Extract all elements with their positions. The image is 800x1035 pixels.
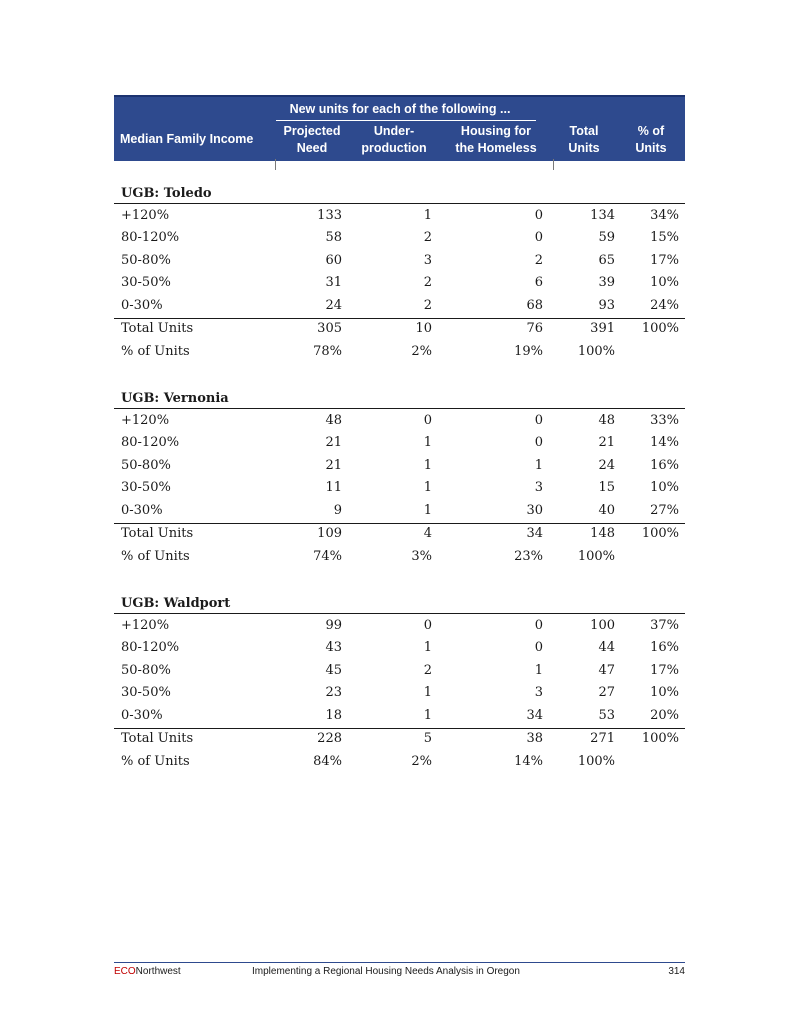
underproduction-cell: 1 [423, 457, 432, 473]
total-units-cell: 47 [598, 662, 615, 678]
homeless-cell: 2 [534, 252, 543, 268]
pct-units-cell: 34% [650, 208, 679, 223]
projected-need-cell: 31 [325, 275, 342, 291]
homeless-cell: 0 [534, 208, 543, 223]
section-rule [114, 203, 685, 204]
homeless-cell: 1 [534, 457, 543, 473]
row-label: 80-120% [121, 230, 180, 246]
total-units-cell: 53 [598, 707, 615, 723]
total-units-cell: 24 [598, 457, 615, 473]
projected-need-cell: 11 [325, 480, 342, 496]
header-col-projected-need: Projected Need [283, 124, 341, 155]
footer-brand-eco: ECO [114, 966, 136, 977]
table-header [114, 95, 685, 161]
homeless-cell: 34 [526, 526, 543, 541]
table-row [114, 435, 685, 457]
total-row [114, 321, 685, 343]
underproduction-cell: 1 [423, 640, 432, 656]
projected-need-cell: 228 [317, 731, 342, 746]
pct-units-cell: 37% [650, 618, 679, 633]
row-label: +120% [121, 618, 170, 633]
homeless-cell: 38 [526, 731, 543, 746]
underproduction-cell: 2 [423, 662, 432, 678]
pct-units-cell: 17% [650, 662, 679, 678]
total-units-cell: 271 [590, 731, 615, 746]
underproduction-cell: 2% [411, 754, 432, 769]
total-units-cell: 15 [598, 480, 615, 496]
homeless-cell: 68 [526, 297, 543, 313]
underproduction-cell: 1 [423, 685, 432, 701]
header-span-underline [276, 120, 536, 121]
row-label: +120% [121, 413, 170, 428]
row-label: 0-30% [121, 297, 163, 313]
homeless-cell: 23% [514, 549, 543, 564]
table-row [114, 708, 685, 730]
total-rule [114, 523, 685, 524]
table-row [114, 230, 685, 252]
underproduction-cell: 10 [415, 321, 432, 336]
projected-need-cell: 18 [325, 707, 342, 723]
underproduction-cell: 3% [411, 549, 432, 564]
total-row [114, 526, 685, 548]
row-label: Total Units [121, 731, 194, 746]
total-units-cell: 100% [577, 344, 615, 359]
table-row [114, 253, 685, 275]
table-row [114, 275, 685, 297]
projected-need-cell: 60 [325, 252, 342, 268]
projected-need-cell: 78% [313, 344, 342, 359]
underproduction-cell: 1 [423, 435, 432, 451]
projected-need-cell: 23 [325, 685, 342, 701]
row-label: 50-80% [121, 457, 171, 473]
projected-need-cell: 133 [317, 208, 342, 223]
homeless-cell: 14% [514, 754, 543, 769]
underproduction-cell: 2 [423, 275, 432, 291]
pct-units-cell: 10% [650, 685, 679, 701]
underproduction-cell: 1 [423, 208, 432, 223]
total-units-cell: 100% [577, 549, 615, 564]
section-title: UGB: Toledo [121, 186, 212, 201]
projected-need-cell: 9 [333, 502, 342, 518]
percent-row [114, 549, 685, 571]
total-row [114, 731, 685, 753]
total-units-cell: 48 [598, 413, 615, 428]
header-col-homeless: Housing for the Homeless [455, 124, 537, 155]
total-rule [114, 728, 685, 729]
row-label: Total Units [121, 321, 194, 336]
table-row [114, 298, 685, 320]
table-row [114, 640, 685, 662]
projected-need-cell: 24 [325, 297, 342, 313]
pct-units-cell: 15% [650, 230, 679, 246]
footer-title: Implementing a Regional Housing Needs Analysis in Oregon [252, 966, 520, 977]
table-row [114, 685, 685, 707]
table-row [114, 503, 685, 525]
projected-need-cell: 21 [325, 435, 342, 451]
underproduction-cell: 2 [423, 230, 432, 246]
section-rule [114, 408, 685, 409]
row-label: 30-50% [121, 480, 171, 496]
header-col-underproduction: Under- production [361, 124, 427, 155]
projected-need-cell: 74% [313, 549, 342, 564]
section-rule [114, 613, 685, 614]
table-row [114, 663, 685, 685]
total-rule [114, 318, 685, 319]
total-units-cell: 100% [577, 754, 615, 769]
row-label: 50-80% [121, 252, 171, 268]
section-title: UGB: Vernonia [121, 391, 229, 406]
projected-need-cell: 58 [325, 230, 342, 246]
pct-units-cell: 10% [650, 275, 679, 291]
total-units-cell: 65 [598, 252, 615, 268]
homeless-cell: 19% [514, 344, 543, 359]
underproduction-cell: 1 [423, 707, 432, 723]
underproduction-cell: 0 [423, 618, 432, 633]
pct-units-cell: 10% [650, 480, 679, 496]
underproduction-cell: 2% [411, 344, 432, 359]
header-divider-left [275, 159, 276, 170]
pct-units-cell: 33% [650, 413, 679, 428]
total-units-cell: 39 [598, 275, 615, 291]
pct-units-cell: 20% [650, 707, 679, 723]
footer-brand [114, 966, 181, 977]
pct-units-cell: 14% [650, 435, 679, 451]
header-divider-right [553, 159, 554, 170]
projected-need-cell: 84% [313, 754, 342, 769]
homeless-cell: 0 [534, 618, 543, 633]
header-col-pct-units: % of Units [635, 124, 667, 155]
total-units-cell: 59 [598, 230, 615, 246]
header-row-label: Median Family Income [120, 132, 254, 146]
pct-units-cell: 27% [650, 502, 679, 518]
underproduction-cell: 2 [423, 297, 432, 313]
homeless-cell: 6 [534, 275, 543, 291]
pct-units-cell: 24% [650, 297, 679, 313]
total-units-cell: 44 [598, 640, 615, 656]
homeless-cell: 3 [534, 685, 543, 701]
table-row [114, 458, 685, 480]
header-col-total-units: Total Units [568, 124, 600, 155]
pct-units-cell: 100% [641, 731, 679, 746]
table-row [114, 618, 685, 640]
row-label: Total Units [121, 526, 194, 541]
row-label: 80-120% [121, 640, 180, 656]
total-units-cell: 93 [598, 297, 615, 313]
homeless-cell: 34 [526, 707, 543, 723]
homeless-cell: 3 [534, 480, 543, 496]
total-units-cell: 27 [598, 685, 615, 701]
row-label: 80-120% [121, 435, 180, 451]
homeless-cell: 30 [526, 502, 543, 518]
underproduction-cell: 0 [423, 413, 432, 428]
row-label: 50-80% [121, 662, 171, 678]
homeless-cell: 1 [534, 662, 543, 678]
table-row [114, 413, 685, 435]
pct-units-cell: 17% [650, 252, 679, 268]
pct-units-cell: 16% [650, 457, 679, 473]
section-title: UGB: Waldport [121, 596, 231, 611]
total-units-cell: 134 [590, 208, 615, 223]
row-label: 30-50% [121, 275, 171, 291]
projected-need-cell: 305 [317, 321, 342, 336]
total-units-cell: 40 [598, 502, 615, 518]
row-label: % of Units [121, 344, 190, 359]
total-units-cell: 391 [590, 321, 615, 336]
row-label: 0-30% [121, 502, 163, 518]
projected-need-cell: 99 [325, 618, 342, 633]
underproduction-cell: 3 [423, 252, 432, 268]
percent-row [114, 344, 685, 366]
row-label: % of Units [121, 549, 190, 564]
underproduction-cell: 4 [423, 526, 432, 541]
row-label: % of Units [121, 754, 190, 769]
projected-need-cell: 45 [325, 662, 342, 678]
footer-page-number: 314 [668, 966, 685, 977]
row-label: 0-30% [121, 707, 163, 723]
homeless-cell: 0 [534, 413, 543, 428]
projected-need-cell: 43 [325, 640, 342, 656]
footer-brand-rest: Northwest [135, 966, 181, 977]
homeless-cell: 76 [526, 321, 543, 336]
pct-units-cell: 100% [641, 526, 679, 541]
underproduction-cell: 1 [423, 502, 432, 518]
row-label: +120% [121, 208, 170, 223]
header-span-title: New units for each of the following ... [289, 102, 511, 116]
projected-need-cell: 48 [325, 413, 342, 428]
pct-units-cell: 100% [641, 321, 679, 336]
underproduction-cell: 5 [423, 731, 432, 746]
row-label: 30-50% [121, 685, 171, 701]
homeless-cell: 0 [534, 640, 543, 656]
total-units-cell: 148 [590, 526, 615, 541]
total-units-cell: 21 [598, 435, 615, 451]
underproduction-cell: 1 [423, 480, 432, 496]
total-units-cell: 100 [590, 618, 615, 633]
projected-need-cell: 109 [317, 526, 342, 541]
percent-row [114, 754, 685, 776]
homeless-cell: 0 [534, 230, 543, 246]
projected-need-cell: 21 [325, 457, 342, 473]
footer-rule [114, 962, 685, 963]
pct-units-cell: 16% [650, 640, 679, 656]
table-row [114, 480, 685, 502]
homeless-cell: 0 [534, 435, 543, 451]
table-row [114, 208, 685, 230]
